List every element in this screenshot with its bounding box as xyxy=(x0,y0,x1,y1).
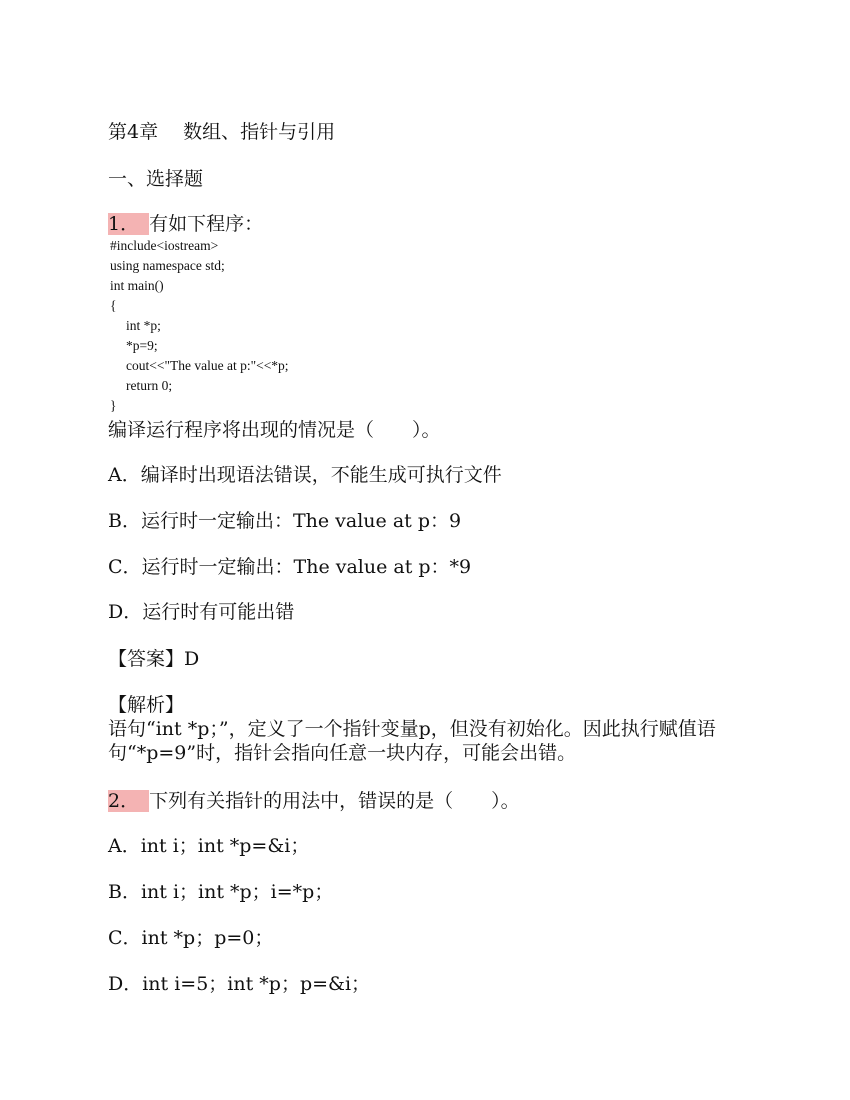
code-line-3: int main() xyxy=(110,278,164,293)
code-line-6: *p=9; xyxy=(126,338,158,353)
code-line-7: cout<<"The value at p:"<<*p; xyxy=(126,358,289,373)
question-2-header xyxy=(108,789,520,813)
code-line-4: { xyxy=(110,298,117,313)
code-line-5: int *p; xyxy=(126,318,161,333)
question-2-option-c: C．int *p；p=0； xyxy=(108,927,274,949)
question-2-number: 2． xyxy=(108,790,149,812)
question-1-header xyxy=(108,212,263,236)
question-1-option-c: C．运行时一定输出：The value at p：*9 xyxy=(108,556,472,578)
question-2-option-b: B．int i；int *p；i=*p； xyxy=(108,881,334,903)
code-line-2: using namespace std; xyxy=(110,258,225,273)
question-1-option-d: D．运行时有可能出错 xyxy=(108,601,295,623)
section-title: 一、选择题 xyxy=(108,168,204,190)
question-2-option-d: D．int i=5；int *p；p=&i； xyxy=(108,973,371,995)
question-1-analysis-label: 【解析】 xyxy=(108,694,185,716)
question-1-option-a: A．编译时出现语法错误，不能生成可执行文件 xyxy=(108,464,502,486)
code-line-1: #include<iostream> xyxy=(110,238,219,253)
question-1-option-b: B．运行时一定输出：The value at p：9 xyxy=(108,510,462,532)
question-2-stem: 下列有关指针的用法中，错误的是（ ）。 xyxy=(149,790,520,812)
question-1-analysis-text: 语句“int *p；”，定义了一个指针变量p，但没有初始化。因此执行赋值语句“*p=9”时，指针会指向任意一块内存，可能会出错。 xyxy=(108,718,716,764)
chapter-title: 第4章 数组、指针与引用 xyxy=(108,121,336,143)
code-line-9: } xyxy=(110,398,117,413)
question-1-number: 1． xyxy=(108,213,149,235)
question-1-prompt: 编译运行程序将出现的情况是（ ）。 xyxy=(108,419,441,441)
code-line-8: return 0; xyxy=(126,378,173,393)
question-2-option-a: A．int i；int *p=&i； xyxy=(108,835,310,857)
question-1-answer: 【答案】D xyxy=(108,648,200,670)
question-1-stem: 有如下程序： xyxy=(149,213,264,235)
